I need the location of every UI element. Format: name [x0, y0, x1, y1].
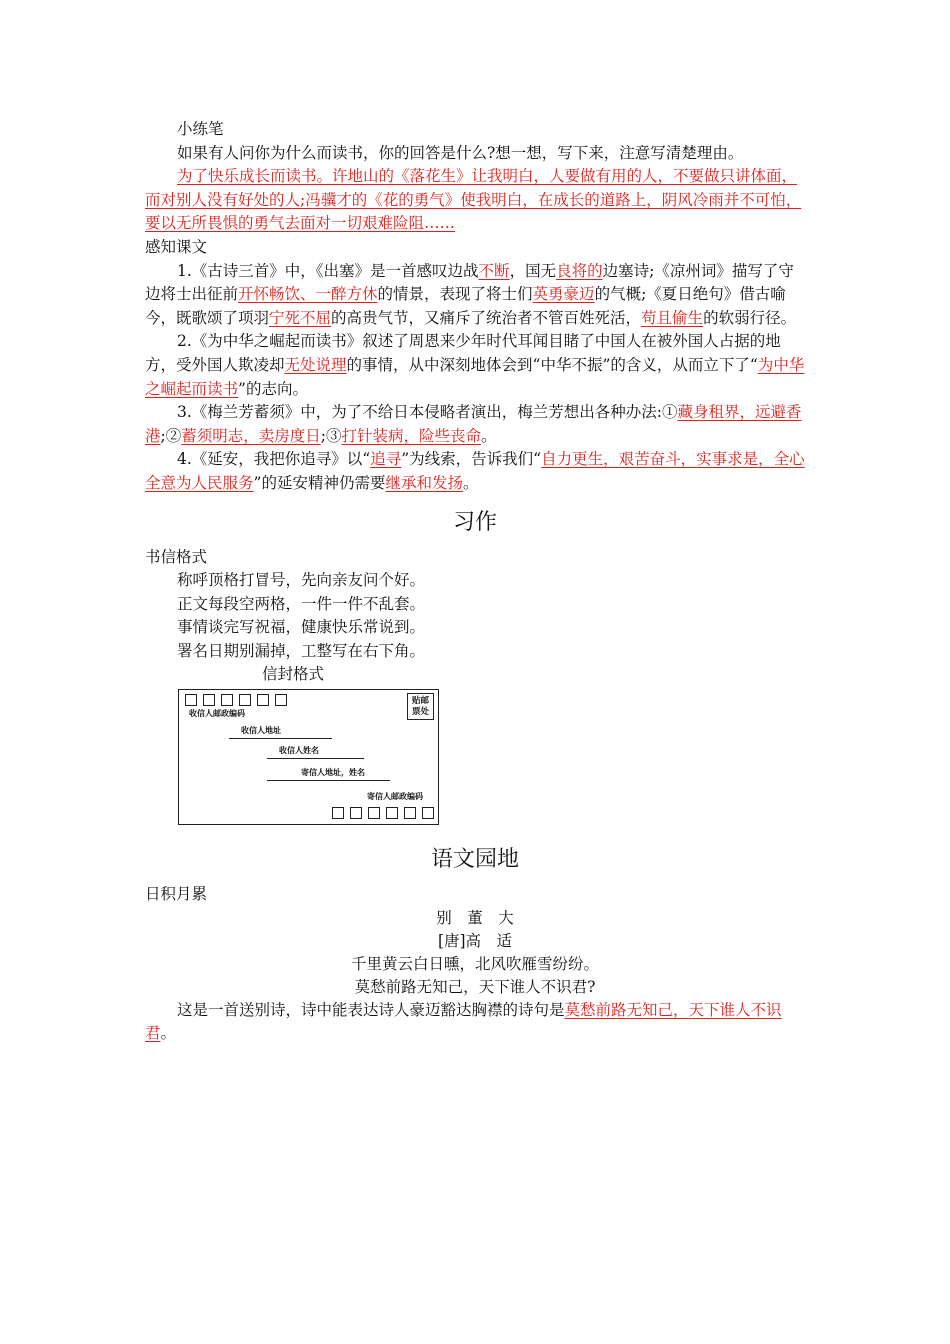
answer-blank: 良将的: [556, 261, 603, 280]
text: 这是一首送别诗，诗中能表达诗人豪迈豁达胸襟的诗句是: [177, 1000, 565, 1019]
answer-blank: 自力更生，艰苦奋斗，实事求是，全心全意为人民服务: [145, 450, 805, 492]
text: ;③: [320, 426, 342, 445]
recipient-name-line: [267, 758, 364, 759]
text: ;②: [160, 426, 182, 445]
text: 的气概;《夏日绝句》借古喻今，既歌颂了项羽: [145, 285, 786, 327]
answer-blank: 无处说理: [284, 355, 347, 374]
text: 2.《为中华之崛起而读书》叙述了周恩来少年时代耳闻目睹了中国人在被外国人占据的地方，受外国人欺凌却: [145, 332, 781, 374]
text: ”的志向。: [238, 379, 308, 398]
perception-item-4: [145, 448, 805, 495]
sender-address-label: 寄信人地址，姓名: [301, 768, 365, 778]
poem-author: [唐]高 适: [437, 931, 513, 950]
text: ”为线索，告诉我们“: [401, 450, 542, 469]
postcode-box: [275, 694, 287, 706]
answer-blank: 蓄须明志，卖房度日: [181, 426, 321, 445]
answer-blank: 英勇豪迈: [532, 285, 595, 304]
text: 。: [481, 426, 497, 445]
text: 的事情，从中深刻地体会到“中华不振”的含义，从而立下了“: [346, 355, 758, 374]
answer-blank: 开怀畅饮、一醉方休: [238, 285, 378, 304]
sender-address-line: [267, 780, 390, 781]
text: 的情景，表现了将士们: [377, 285, 533, 304]
postcode-box: [350, 807, 362, 819]
poem-title: 别 董 大: [436, 908, 514, 927]
envelope-diagram: [178, 689, 439, 825]
perception-item-1: [145, 260, 805, 331]
text: 1.《古诗三首》中，《出塞》是一首感叹边战: [177, 261, 479, 280]
postcode-box: [221, 694, 233, 706]
recipient-address-line: [229, 738, 332, 739]
daily-accumulation-title: 日积月累: [145, 885, 208, 904]
postcode-box: [239, 694, 251, 706]
postcode-box: [404, 807, 416, 819]
text: 4.《延安，我把你追寻》以“: [177, 450, 371, 469]
text: 的软弱行径。: [703, 308, 797, 327]
perception-item-2: [145, 330, 805, 401]
letter-rule-line: 署名日期别漏掉，工整写在右下角。: [177, 641, 426, 660]
postcode-box: [368, 807, 380, 819]
answer-blank: 莫愁前路无知己，天下谁人不识君: [145, 1000, 782, 1043]
letter-rule-line: 正文每段空两格，一件一件不乱套。: [177, 594, 426, 613]
text: 的高贵气节，又痛斥了统治者不管百姓死活，: [331, 308, 642, 327]
letter-format-title: 书信格式: [145, 547, 208, 566]
answer-blank: 宁死不屈: [269, 308, 332, 327]
letter-rule-line: 称呼顶格打冒号，先向亲友问个好。: [177, 571, 426, 590]
answer-blank: 苟且偷生: [641, 308, 704, 327]
recipient-address-label: 收信人地址: [241, 726, 281, 736]
text: 。: [160, 1024, 177, 1043]
answer-blank: 继承和发扬: [385, 473, 463, 492]
stamp-area: [407, 693, 434, 720]
poem-question: [145, 999, 805, 1046]
practice-title: 小练笔: [177, 120, 224, 138]
answer-blank: 为中华之崛起而读书: [145, 355, 805, 398]
stamp-label: 票处: [411, 707, 429, 718]
practice-answer: [145, 165, 805, 236]
envelope-format-title: 信封格式: [262, 665, 325, 684]
answer-blank: 追寻: [370, 450, 402, 469]
writing-heading: 习作: [452, 509, 497, 535]
postcode-box: [203, 694, 215, 706]
stamp-label: 贴邮: [411, 696, 429, 707]
recipient-postcode-label: 收信人邮政编码: [189, 709, 245, 719]
practice-prompt: 如果有人问你为什么而读书，你的回答是什么?想一想，写下来，注意写清楚理由。: [177, 143, 744, 162]
postcode-box: [257, 694, 269, 706]
worksheet-page: [145, 118, 805, 1046]
text: 。: [462, 473, 479, 492]
postcode-box: [386, 807, 398, 819]
text: 3.《梅兰芳蓄须》中，为了不给日本侵略者演出，梅兰芳想出各种办法:①: [177, 403, 678, 422]
sender-postcode-boxes: [332, 807, 434, 819]
text: ”的延安精神仍需要: [253, 473, 386, 492]
sender-postcode-label: 寄信人邮政编码: [367, 792, 423, 802]
postcode-box: [422, 807, 434, 819]
postcode-box: [185, 694, 197, 706]
recipient-name-label: 收信人姓名: [279, 746, 319, 756]
answer-blank: 打针装病，险些丧命: [341, 426, 482, 445]
practice-answer-text: 为了快乐成长而读书。许地山的《落花生》让我明白，人要做有用的人，不要做只讲体面，而对别人没有好处的人;冯骥才的《花的勇气》使我明白，在成长的道路上，阴风冷雨并不可怕，要以无所畏惧的勇气去面对一切艰难险阻……: [145, 167, 802, 233]
perception-item-3: [145, 401, 805, 448]
text: 边塞诗;《凉州词》描写了守边将士出征前: [145, 261, 794, 304]
letter-rule-line: 事情谈完写祝福，健康快乐常说到。: [177, 618, 426, 637]
recipient-postcode-boxes: [185, 694, 287, 706]
poem-line: 千里黄云白日曛，北风吹雁雪纷纷。: [350, 954, 599, 973]
text: ，国无: [509, 261, 557, 280]
answer-blank: 不断: [478, 261, 510, 280]
chinese-garden-heading: 语文园地: [430, 847, 519, 873]
perception-title: 感知课文: [145, 237, 208, 256]
postcode-box: [332, 807, 344, 819]
answer-blank: 藏身租界，远避香港: [145, 403, 802, 445]
poem-line: 莫愁前路无知己，天下谁人不识君?: [354, 977, 596, 996]
